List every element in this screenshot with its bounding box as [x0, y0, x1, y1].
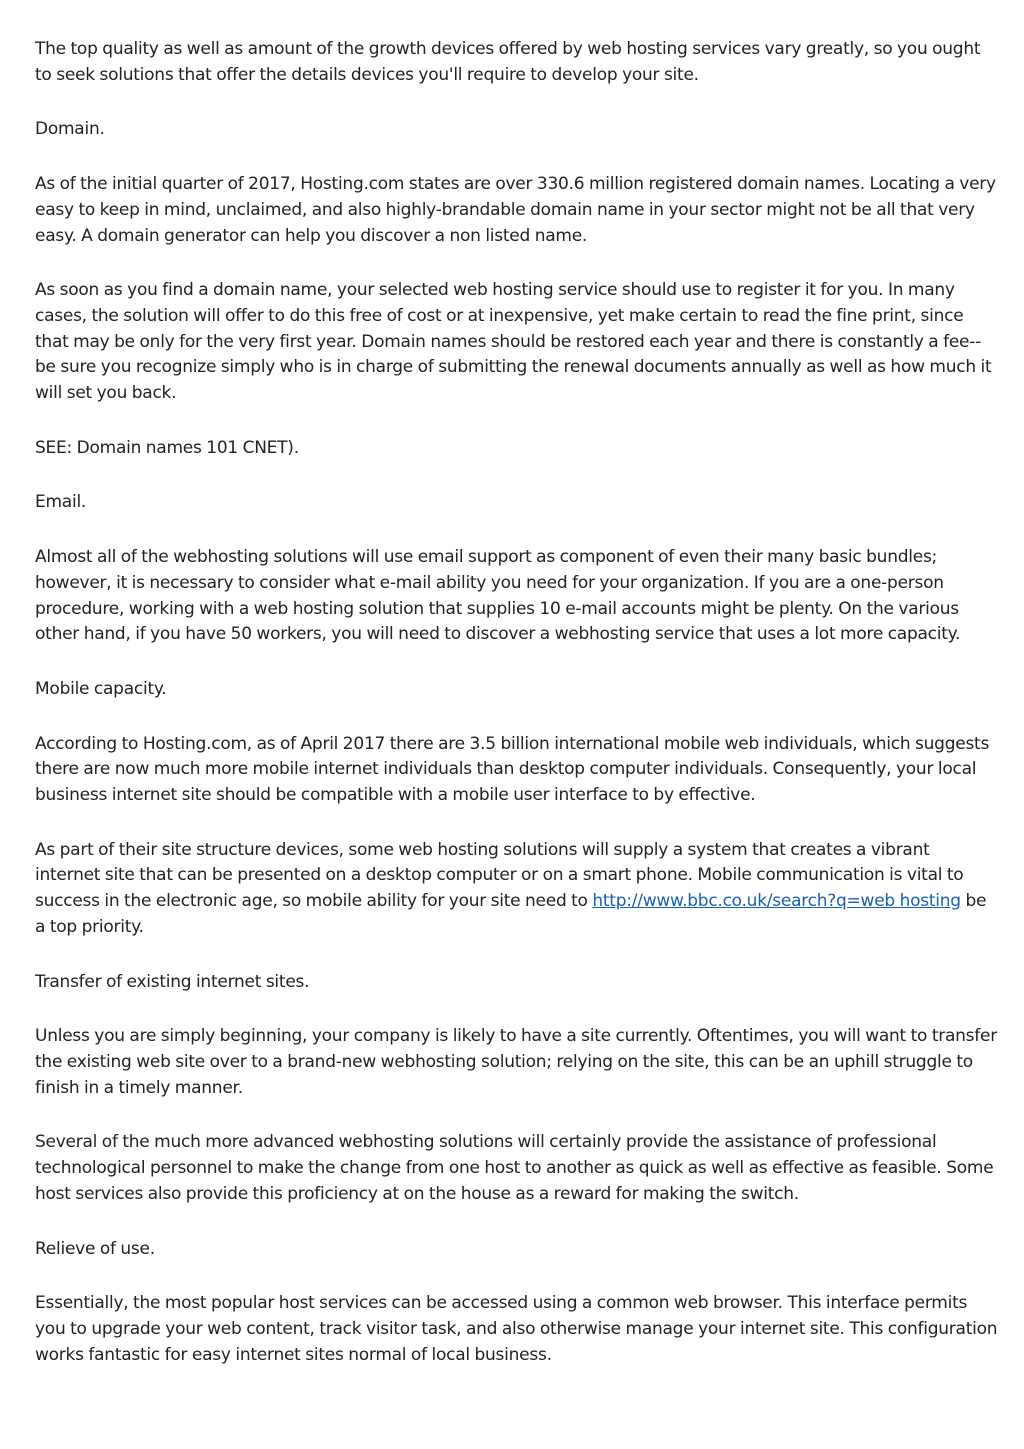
paragraph-intro: The top quality as well as amount of the growth devices offered by web hosting services vary greatly, so you ought to seek solutions that offer the details devices you'll require to develop your site. — [35, 39, 981, 85]
paragraph-transfer: Unless you are simply beginning, your company is likely to have a site currently. Oftentimes, you will want to transfer the existing web site over to a brand-new webhosting solution; relying on the site, this can be an uphill struggle to finish in a timely manner. — [35, 1026, 997, 1098]
paragraph-domain-stats: As of the initial quarter of 2017, Hosting.com states are over 330.6 million registered domain names. Locating a very easy to keep in mind, unclaimed, and also highly-brandable domain name in your sector might not be all that very easy. A domain generator can help you discover a non listed name. — [35, 174, 996, 246]
heading-email: Email. — [35, 492, 87, 513]
heading-transfer: Transfer of existing internet sites. — [35, 971, 310, 992]
paragraph-domain-registration: As soon as you find a domain name, your selected web hosting service should use to register it for you. In many cases, the solution will offer to do this free of cost or at inexpensive, yet make certain to read the fine print, since that may be only for the very first year. Domain names should be restored each year and there is constantly a fee-- be sure you recognize simply who is in charge of submitting the renewal documents annually as well as how much it will set you back. — [35, 280, 992, 404]
heading-ease-of-use: Relieve of use. — [35, 1238, 155, 1259]
paragraph-advanced-hosting: Several of the much more advanced webhosting solutions will certainly provide the assistance of professional technological personnel to make the change from one host to another as quick as well as effective as feasible. Some host services also provide this proficiency at on the house as a reward for making the switch. — [35, 1132, 994, 1204]
paragraph-ease-of-use: Essentially, the most popular host services can be accessed using a common web browser. This interface permits you to upgrade your web content, track visitor task, and also otherwise manage your internet site. This configuration works fantastic for easy internet sites normal of local business. — [35, 1293, 998, 1365]
paragraph-text-after-link: be a top priority. — [35, 891, 987, 937]
paragraph-email: Almost all of the webhosting solutions will use email support as component of even their many basic bundles; however, it is necessary to consider what e-mail ability you need for your organization. If you are a one-person procedure, working with a web hosting solution that supplies 10 e-mail accounts might be plenty. On the various other hand, if you have 50 workers, you will need to discover a webhosting service that uses a lot more capacity. — [35, 547, 961, 645]
heading-domain: Domain. — [35, 119, 105, 140]
paragraph-see-reference: SEE: Domain names 101 CNET). — [35, 437, 299, 458]
paragraph-mobile-ability — [35, 838, 999, 941]
paragraph-mobile-stats: According to Hosting.com, as of April 2017 there are 3.5 billion international mobile web individuals, which suggests there are now much more mobile internet individuals than desktop computer individuals. Consequently, your local business internet site should be compatible with a mobile user interface to by effective. — [35, 733, 990, 806]
document-body — [35, 37, 999, 1397]
paragraph-text-before-link: As part of their site structure devices, some web hosting solutions will supply a system that creates a vibrant internet site that can be presented on a desktop computer or on a smart phone. Mobile communication is vital to success in the electronic age, so mobile ability for your site need to — [35, 839, 964, 912]
heading-mobile-capacity: Mobile capacity. — [35, 678, 167, 699]
bbc-search-link[interactable]: http://www.bbc.co.uk/search?q=web hosting — [592, 891, 961, 912]
